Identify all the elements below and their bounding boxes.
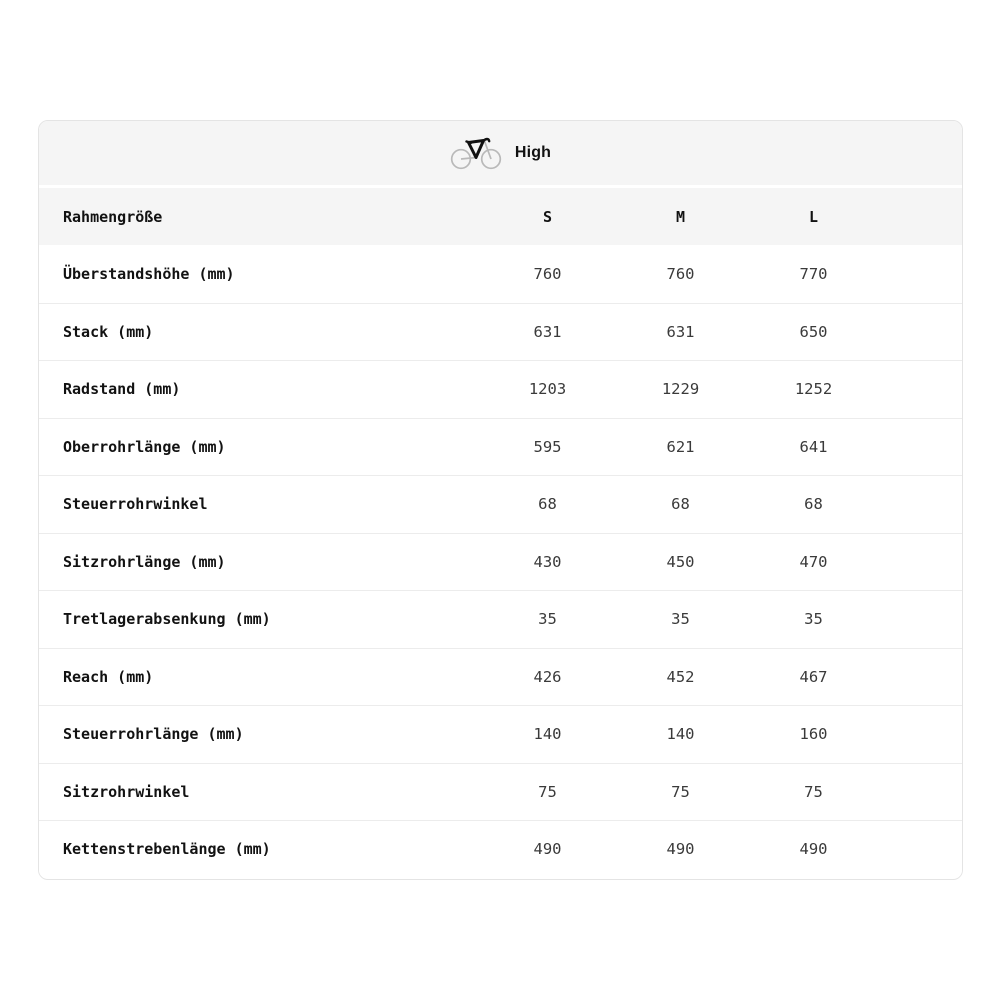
row-value: 490	[666, 840, 695, 859]
row-value: 470	[799, 552, 828, 571]
row-value: 140	[533, 725, 562, 744]
row-value: 490	[533, 840, 562, 859]
table-rows	[39, 245, 962, 878]
bicycle-icon	[450, 135, 502, 171]
row-label: Tretlagerabsenkung (mm)	[63, 610, 271, 629]
row-value: 68	[538, 495, 557, 514]
row-label: Reach (mm)	[63, 667, 154, 686]
row-value: 426	[533, 667, 562, 686]
row-value: 450	[666, 552, 695, 571]
row-label: Sitzrohrwinkel	[63, 782, 190, 801]
row-value: 1252	[794, 380, 833, 399]
table-row	[39, 245, 962, 303]
row-label: Oberrohrlänge (mm)	[63, 437, 226, 456]
table-row	[39, 820, 962, 878]
row-label: Kettenstrebenlänge (mm)	[63, 840, 271, 859]
row-value: 595	[533, 437, 562, 456]
row-value: 68	[671, 495, 690, 514]
row-value: 75	[671, 782, 690, 801]
row-value: 452	[666, 667, 695, 686]
row-value: 760	[533, 264, 562, 283]
column-header-size-m: M	[675, 207, 686, 226]
row-value: 621	[666, 437, 695, 456]
table-header	[39, 121, 962, 188]
row-label: Sitzrohrlänge (mm)	[63, 552, 226, 571]
table-row	[39, 360, 962, 418]
row-value: 35	[538, 610, 557, 629]
row-label: Stack (mm)	[63, 322, 154, 341]
row-value: 1229	[661, 380, 700, 399]
table-row	[39, 705, 962, 763]
geometry-table-card	[38, 120, 963, 880]
row-value: 631	[666, 322, 695, 341]
row-value: 35	[671, 610, 690, 629]
table-row	[39, 648, 962, 706]
row-value: 641	[799, 437, 828, 456]
row-value: 1203	[528, 380, 567, 399]
row-value: 35	[804, 610, 823, 629]
row-value: 760	[666, 264, 695, 283]
row-value: 631	[533, 322, 562, 341]
column-header-label: Rahmengröße	[63, 207, 163, 226]
row-label: Steuerrohrlänge (mm)	[63, 725, 244, 744]
row-label: Steuerrohrwinkel	[63, 495, 208, 514]
frame-group-label: High	[514, 144, 552, 161]
row-label: Radstand (mm)	[63, 380, 181, 399]
row-value: 75	[804, 782, 823, 801]
table-row	[39, 475, 962, 533]
row-value: 68	[804, 495, 823, 514]
table-row	[39, 533, 962, 591]
table-row	[39, 303, 962, 361]
row-value: 650	[799, 322, 828, 341]
row-label: Überstandshöhe (mm)	[63, 264, 235, 283]
column-header-row	[39, 188, 962, 245]
row-value: 160	[799, 725, 828, 744]
column-header-size-s: S	[542, 207, 553, 226]
row-value: 140	[666, 725, 695, 744]
column-header-size-l: L	[808, 207, 819, 226]
table-row	[39, 418, 962, 476]
row-value: 490	[799, 840, 828, 859]
table-row	[39, 763, 962, 821]
row-value: 467	[799, 667, 828, 686]
table-row	[39, 590, 962, 648]
row-value: 770	[799, 264, 828, 283]
row-value: 75	[538, 782, 557, 801]
row-value: 430	[533, 552, 562, 571]
